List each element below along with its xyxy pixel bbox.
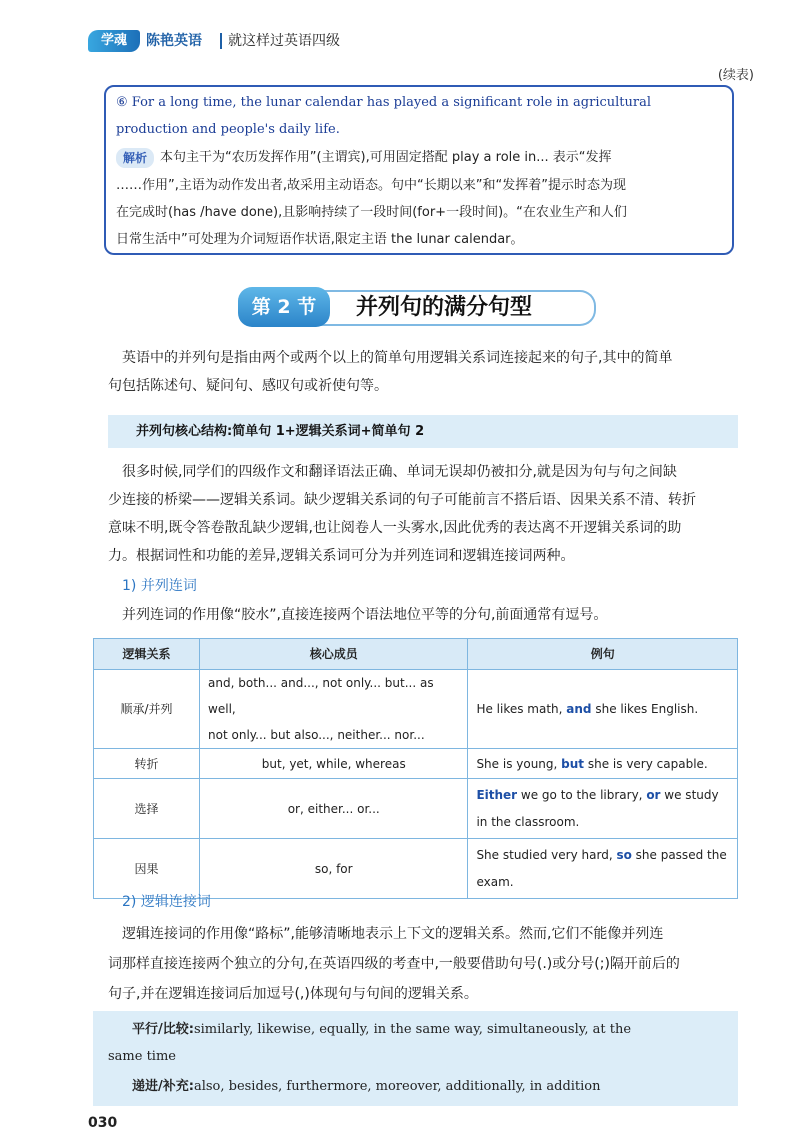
- example-keyword: so: [616, 847, 632, 862]
- header-divider: [220, 33, 222, 49]
- para-line4: 力。根据词性和功能的差异,逻辑关系词可分为并列连词和逻辑连接词两种。: [108, 548, 575, 564]
- analysis-badge: 解析: [116, 148, 154, 168]
- row-relation: 顺承/并列: [94, 670, 200, 749]
- row-members-line2: not only... but also..., neither... nor...: [208, 728, 425, 742]
- analysis-line2: ……作用”,主语为动作发出者,故采用主动语态。句中“长期以来”和“发挥着”提示时态为现: [116, 178, 626, 193]
- example-keyword: Either: [476, 787, 518, 802]
- intro-line2: 句包括陈述句、疑问句、感叹句或祈使句等。: [108, 378, 388, 394]
- row-example: [468, 779, 738, 839]
- example-text: we study in the classroom.: [476, 787, 719, 829]
- analysis-line1: 本句主干为“农历发挥作用”(主谓宾),可用固定搭配 play a role in... 表示“发挥: [160, 150, 612, 165]
- core-structure-text: 并列句核心结构:简单句 1+逻辑关系词+简单句 2: [136, 424, 425, 439]
- row-members: or, either... or...: [200, 779, 468, 839]
- row-relation: 因果: [94, 839, 200, 899]
- table-header-relation: 逻辑关系: [94, 639, 200, 670]
- parallel-line1: [132, 1018, 631, 1042]
- example-keyword: but: [561, 756, 585, 771]
- example-sentence-line1: ⑥ For a long time, the lunar calendar has played a significant role in agricultural: [116, 95, 652, 110]
- row-members-line1: and, both... and..., not only... but... as well,: [208, 676, 434, 716]
- parallel-label: 平行/比较:: [132, 1022, 194, 1037]
- row-example: [468, 749, 738, 779]
- section-title: 并列句的满分句型: [356, 295, 533, 320]
- table-header-row: [94, 639, 738, 670]
- example-text: she passed the exam.: [476, 847, 727, 889]
- para-line1: 很多时候,同学们的四级作文和翻译语法正确、单词无误却仍被扣分,就是因为句与句之间缺: [122, 464, 677, 480]
- parallel-words: similarly, likewise, equally, in the same way, simultaneously, at the: [193, 1022, 632, 1037]
- row-example: [468, 839, 738, 899]
- example-keyword: or: [646, 787, 661, 802]
- row-members: [200, 670, 468, 749]
- row-members: so, for: [200, 839, 468, 899]
- intro-line1: 英语中的并列句是指由两个或两个以上的简单句用逻辑关系词连接起来的句子,其中的简单: [122, 350, 673, 366]
- table-row: [94, 670, 738, 749]
- continued-label: (续表): [717, 68, 754, 83]
- progressive-label: 递进/补充:: [132, 1079, 194, 1094]
- row-relation: 选择: [94, 779, 200, 839]
- brand-logo: 学魂: [88, 30, 140, 52]
- row-example: [468, 670, 738, 749]
- progressive-line: [132, 1075, 601, 1099]
- example-text: She studied very hard,: [476, 847, 617, 862]
- table-row: [94, 749, 738, 779]
- para-line2: 少连接的桥梁——逻辑关系词。缺少逻辑关系词的句子可能前言不搭后语、因果关系不清、转折: [108, 492, 696, 508]
- subheading-logical-connectors: 2) 逻辑连接词: [122, 894, 211, 910]
- parallel-line2: same time: [108, 1049, 176, 1064]
- book-subtitle: 就这样过英语四级: [228, 33, 340, 49]
- example-text: She is young,: [476, 756, 562, 771]
- table-row: [94, 779, 738, 839]
- row-members: but, yet, while, whereas: [200, 749, 468, 779]
- example-text: she is very capable.: [584, 756, 708, 771]
- para-line3: 意味不明,既令答卷散乱缺少逻辑,也让阅卷人一头雾水,因此优秀的表达离不开逻辑关系词的助: [108, 520, 682, 536]
- example-sentence-line2: production and people's daily life.: [116, 122, 340, 137]
- row-relation: 转折: [94, 749, 200, 779]
- brand-name: 陈艳英语: [146, 33, 202, 49]
- section-number-badge: 第 2 节: [238, 287, 330, 327]
- example-text: she likes English.: [591, 702, 699, 716]
- sub2-line2: 词那样直接连接两个独立的分句,在英语四级的考查中,一般要借助句号(.)或分号(;)隔开前后的: [108, 956, 680, 972]
- conjunction-table: [93, 638, 738, 899]
- table-header-example: 例句: [468, 639, 738, 670]
- sub1-description: 并列连词的作用像“胶水”,直接连接两个语法地位平等的分句,前面通常有逗号。: [122, 607, 608, 623]
- analysis-line4: 日常生活中”可处理为介词短语作状语,限定主语 the lunar calendar。: [116, 232, 524, 247]
- table-header-members: 核心成员: [200, 639, 468, 670]
- progressive-words: also, besides, furthermore, moreover, additionally, in addition: [193, 1079, 601, 1094]
- example-keyword: and: [566, 702, 592, 716]
- analysis-line3: 在完成时(has /have done),且影响持续了一段时间(for+一段时间)。“在农业生产和人们: [116, 205, 627, 220]
- example-text: He likes math,: [476, 702, 567, 716]
- example-text: we go to the library,: [517, 787, 647, 802]
- subheading-coordinating-conjunctions: 1) 并列连词: [122, 578, 197, 594]
- sub2-line1: 逻辑连接词的作用像“路标”,能够清晰地表示上下文的逻辑关系。然而,它们不能像并列连: [122, 926, 664, 942]
- page-number: 030: [88, 1115, 118, 1131]
- sub2-line3: 句子,并在逻辑连接词后加逗号(,)体现句与句间的逻辑关系。: [108, 986, 478, 1002]
